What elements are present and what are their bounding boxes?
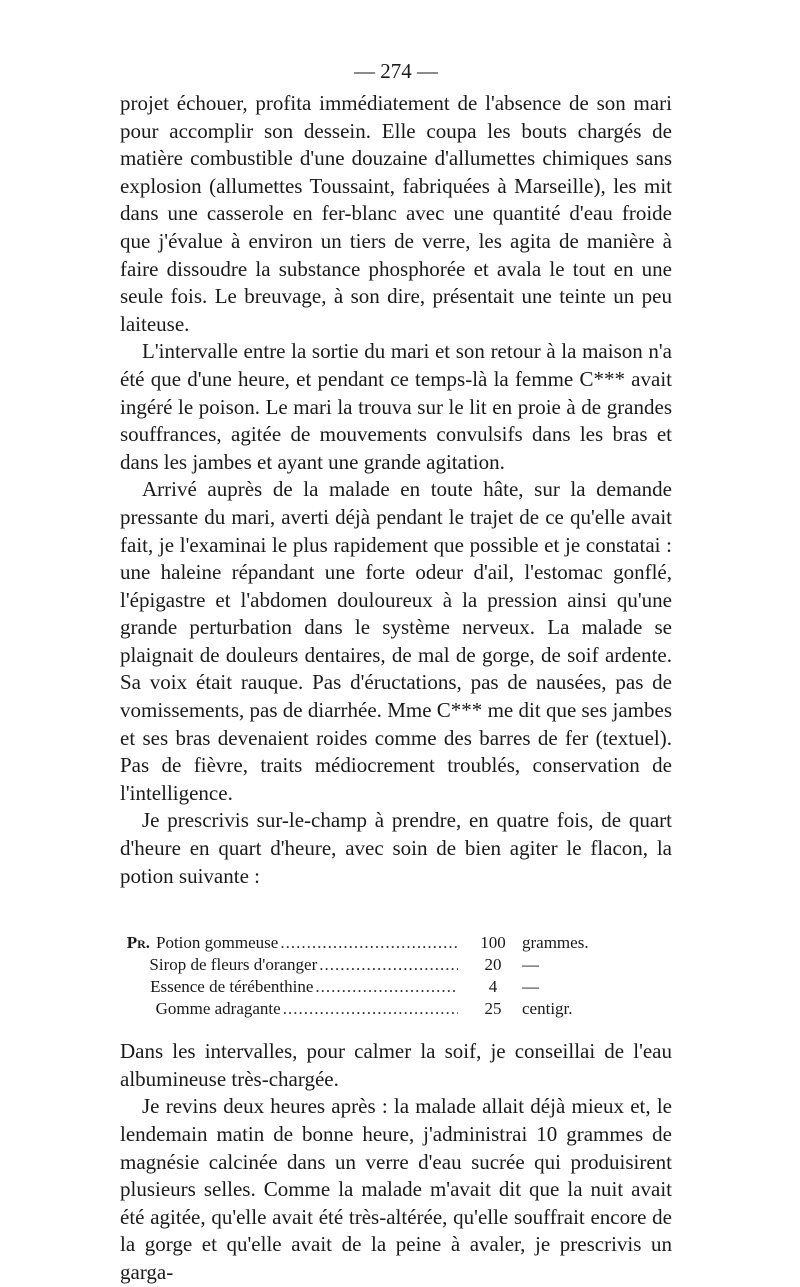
prescription-item-unit: — [522, 977, 539, 997]
prescription-item-name: Potion gommeuse [156, 933, 279, 953]
prescription-row [120, 976, 632, 998]
prescription-row [120, 932, 632, 954]
prescription-item-unit: centigr. [522, 999, 573, 1019]
leader-dots [283, 998, 458, 1020]
paragraph-continuation: projet échouer, profita immédiatement de l'absence de son mari pour accomplir son dessein. Elle coupa les bouts chargés de matière combustible d'une douzaine d'allumettes chimiques sans explosion (allumettes Toussaint, fabriquées à Marseille), les mit dans une casserole en fer-blanc avec une quantité d'eau froide que j'évalue à environ un tiers de verre, les agita de manière à faire dissoudre la substance phosphorée et avala le tout en une seule fois. Le breuvage, à son dire, présentait une teinte un peu laiteuse. [120, 91, 672, 336]
leader-dots [280, 932, 458, 954]
leader-dots [319, 954, 458, 976]
paragraph-follow-up: Je revins deux heures après : la malade allait déjà mieux et, le lendemain matin de bonne heure, j'administrai 10 grammes de magnésie calcinée dans un verre d'eau sucrée qui produisirent plusieurs selles. Comme la malade m'avait dit que la nuit avait été agitée, qu'elle avait été très-altérée, qu'elle souffrait encore de la gorge et qu'elle avait de la peine à avaler, je prescrivis un garga- [120, 1094, 672, 1284]
prescription-item-qty: 25 [484, 999, 502, 1019]
prescription-row [120, 954, 632, 976]
prescription-prefix: Pr. [126, 933, 150, 953]
prescription-item-unit: grammes. [522, 933, 589, 953]
prescription-row [120, 998, 632, 1020]
prescription-block [120, 932, 672, 1020]
leader-dots [315, 976, 458, 998]
paragraph-prescription-intro: Je prescrivis sur-le-champ à prendre, en quatre fois, de quart d'heure en quart d'heure, avec soin de bien agiter le flacon, la potion suivante : [120, 808, 672, 888]
book-page [120, 56, 672, 1287]
prescription-item-name: Gomme adragante [155, 999, 281, 1019]
page-number: — 274 — [354, 59, 438, 83]
prescription-item-qty: 100 [480, 933, 506, 953]
prescription-item-unit: — [522, 955, 539, 975]
prescription-item-qty: 20 [484, 955, 502, 975]
prescription-table [120, 932, 632, 1020]
paragraph-albumin-water: Dans les intervalles, pour calmer la soif, je conseillai de l'eau albumineuse très-chargée. [120, 1039, 672, 1091]
prescription-item-name: Essence de térébenthine [150, 977, 314, 997]
paragraph-examination: Arrivé auprès de la malade en toute hâte, sur la demande pressante du mari, averti déjà pendant le trajet de ce qu'elle avait fait, je l'examinai le plus rapidement que possible et je constatai : une haleine répandant une forte odeur d'ail, l'estomac gonflé, l'épigastre et l'abdomen douloureux à la pression ainsi qu'une grande perturbation dans le système nerveux. La malade se plaignait de douleurs dentaires, de mal de gorge, de soif ardente. Sa voix était rauque. Pas d'éructations, pas de nausées, pas de vomissements, pas de diarrhée. Mme C*** me dit que ses jambes et ses bras devenaient roides comme des barres de fer (textuel). Pas de fièvre, traits médiocrement troublés, conservation de l'intelligence. [120, 477, 672, 805]
paragraph-interval: L'intervalle entre la sortie du mari et son retour à la maison n'a été que d'une heure, et pendant ce temps-là la femme C*** avait ingéré le poison. Le mari la trouva sur le lit en proie à de grandes souffrances, agitée de mouvements convulsifs dans les bras et dans les jambes et ayant une grande agitation. [120, 339, 672, 474]
prescription-item-qty: 4 [488, 977, 498, 997]
prescription-item-name: Sirop de fleurs d'oranger [149, 955, 318, 975]
